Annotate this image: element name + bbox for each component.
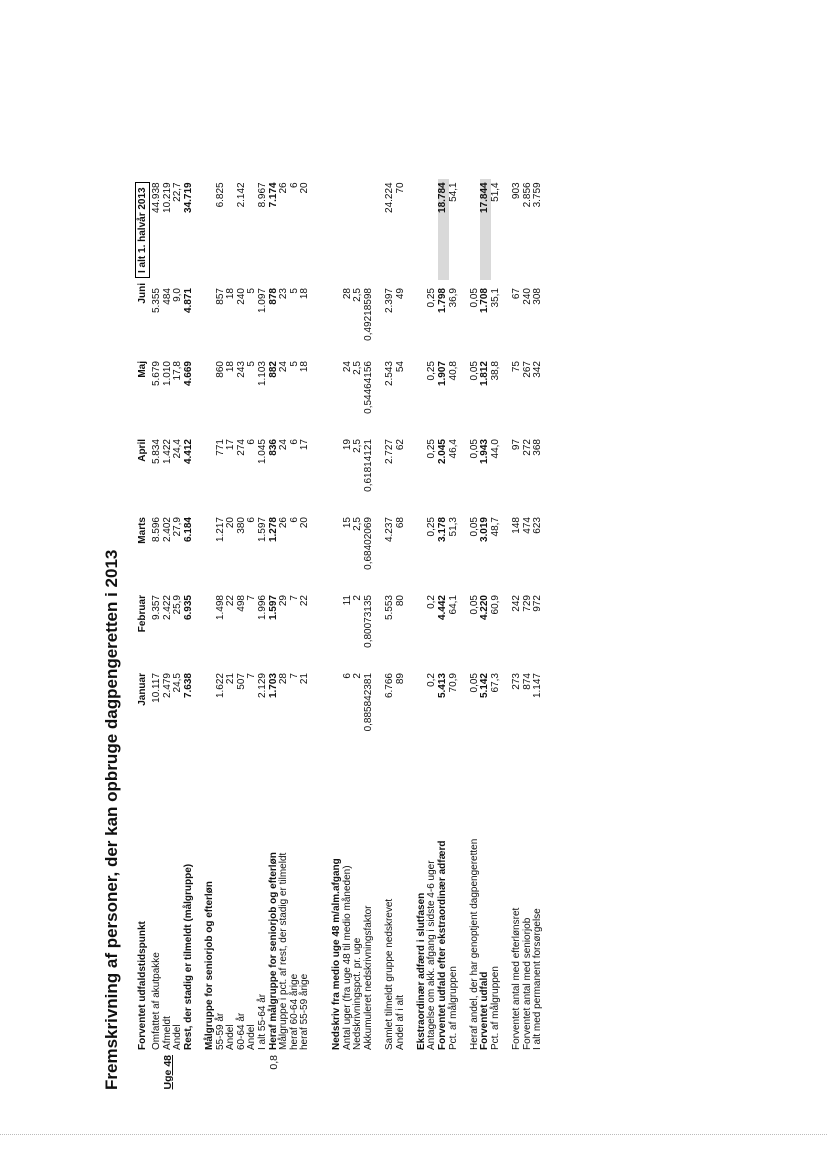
month-value: 1.812 — [479, 361, 491, 387]
month-value: 18 — [225, 361, 237, 373]
row-marker — [523, 1052, 534, 1100]
total-value — [364, 179, 375, 280]
row-label: Nedskriv fra medio uge 48 m/alm.afgang — [331, 858, 343, 1050]
row-marker — [290, 1052, 301, 1100]
month-value: 1.798 — [437, 288, 449, 314]
table-row — [205, 179, 216, 1100]
row-label: Samlet tilmeldt gruppe nedskrevet — [384, 898, 396, 1050]
total-value — [417, 179, 428, 280]
row-label: heraf 60-64 årige — [288, 973, 300, 1050]
month-value: 0,05 — [468, 517, 480, 537]
month-value: 7 — [288, 595, 300, 601]
month-value: 5.413 — [437, 673, 449, 699]
row-label: 60-64 år — [235, 1012, 247, 1050]
row-label: Heraf andel, der har genoptjent dagpengeretten — [468, 838, 480, 1050]
table-row — [258, 179, 269, 1100]
month-value: 0,05 — [468, 361, 480, 381]
month-value: 2.129 — [256, 673, 268, 699]
month-value: 18 — [299, 288, 311, 300]
month-value: 35,1 — [490, 288, 501, 308]
table-row — [480, 179, 491, 1100]
month-value: 23 — [278, 288, 290, 300]
total-value: 2.142 — [235, 182, 247, 208]
month-value: 0,2 — [426, 673, 438, 687]
row-label: Rest, der stadig er tilmeldt (målgruppe) — [182, 863, 194, 1050]
month-value: 474 — [521, 517, 533, 534]
month-value: 368 — [532, 439, 544, 456]
total-value: 51,4 — [490, 182, 501, 202]
row-marker — [491, 1052, 502, 1100]
month-value — [205, 280, 216, 358]
month-value: 3.178 — [437, 517, 449, 543]
table-row — [152, 179, 163, 1100]
month-value: 18 — [225, 288, 237, 300]
month-value: 5 — [288, 288, 300, 294]
month-value: 4.442 — [437, 595, 449, 621]
month-value: 857 — [214, 288, 226, 305]
row-marker — [417, 1052, 428, 1100]
month-value: 19 — [341, 439, 353, 451]
row-marker — [173, 1052, 184, 1100]
month-value: 273 — [511, 673, 523, 690]
total-value: 903 — [511, 182, 523, 200]
month-value: 27,9 — [172, 517, 184, 537]
total-value: 8.967 — [256, 182, 268, 208]
month-value: 0,68402069 — [362, 517, 374, 570]
row-label: Andel — [246, 1024, 258, 1050]
total-value: 6.825 — [214, 182, 226, 208]
month-value: 242 — [511, 595, 523, 612]
month-value: 28 — [341, 288, 353, 300]
month-value: 1.045 — [256, 439, 268, 465]
month-value: 15 — [341, 517, 353, 529]
table-row — [364, 179, 375, 1100]
month-value: 21 — [225, 673, 237, 685]
month-value: 24,5 — [172, 673, 184, 693]
month-value: 22 — [299, 595, 311, 607]
month-value: 2.045 — [437, 439, 449, 465]
month-value: 882 — [267, 361, 279, 378]
month-value: 68 — [394, 517, 406, 529]
total-value: 2.856 — [521, 182, 533, 208]
month-value: 75 — [511, 361, 523, 373]
total-value: 7.174 — [267, 182, 279, 208]
row-label: Antagelse om akk. afgang i sidste 4-6 uger — [426, 860, 438, 1050]
total-value — [332, 179, 343, 280]
total-value: 6 — [288, 182, 300, 188]
table-row — [247, 179, 258, 1100]
month-value: 0,25 — [426, 288, 438, 308]
header-label: Forventet udfaldstidspunkt — [136, 921, 148, 1050]
table-row — [470, 179, 481, 1100]
row-marker — [300, 1052, 311, 1100]
month-value: 308 — [532, 288, 544, 305]
page-title: Fremskrivning af personer, der kan opbruge dagpengeretten i 2013 — [102, 549, 121, 1090]
row-marker-text: 0,8 — [267, 1055, 280, 1070]
table-row — [184, 179, 195, 1100]
row-label: heraf 55-59 årige — [299, 973, 311, 1050]
month-value: 6 — [341, 673, 353, 679]
header-month: Januar — [136, 673, 148, 706]
header-total — [134, 179, 152, 280]
month-value: 1.278 — [267, 517, 279, 543]
row-marker — [385, 1052, 396, 1100]
month-value: 2,5 — [352, 517, 364, 531]
row-marker — [449, 1052, 460, 1100]
month-value: 44,0 — [490, 439, 501, 459]
month-value: 67 — [511, 288, 523, 300]
month-value: 0,49218598 — [362, 288, 374, 341]
total-value: 54,1 — [447, 182, 459, 202]
table-row — [438, 179, 449, 1100]
row-marker — [480, 1052, 491, 1100]
table-row — [163, 179, 174, 1100]
month-value: 972 — [532, 595, 544, 612]
month-value: 274 — [235, 439, 247, 456]
month-value: 17 — [225, 439, 237, 451]
month-value: 20 — [225, 517, 237, 529]
month-value: 36,9 — [447, 288, 459, 308]
month-value: 25,9 — [172, 595, 184, 615]
row-marker — [237, 1052, 248, 1100]
row-label: Andel af i alt — [394, 994, 406, 1050]
row-marker — [470, 1052, 481, 1100]
month-value: 24 — [278, 439, 290, 451]
month-value: 89 — [394, 673, 406, 685]
month-value: 2.402 — [161, 517, 173, 543]
month-value: 49 — [394, 288, 406, 300]
month-value: 0,05 — [468, 288, 480, 308]
month-value: 2.397 — [384, 288, 396, 314]
month-value: 874 — [521, 673, 533, 690]
month-value: 5 — [288, 361, 300, 367]
table-row — [491, 179, 502, 1100]
month-value: 2,5 — [352, 288, 364, 302]
month-value: 46,4 — [447, 439, 459, 459]
month-value: 10.117 — [151, 673, 162, 703]
row-label: Pct. af målgruppen — [490, 966, 501, 1050]
month-value: 28 — [278, 673, 290, 685]
month-value: 7 — [246, 673, 258, 679]
month-value: 878 — [267, 288, 279, 305]
month-value: 498 — [235, 595, 247, 612]
total-value: 34.719 — [182, 182, 194, 213]
month-value: 6 — [246, 439, 258, 445]
month-value: 5.679 — [151, 361, 162, 387]
row-marker — [512, 1052, 523, 1100]
total-value: 70 — [394, 182, 406, 194]
month-value: 243 — [235, 361, 247, 378]
total-value: 24.224 — [384, 182, 396, 213]
total-value: 3.759 — [532, 182, 544, 208]
row-label: I alt 55-64 år — [256, 993, 268, 1050]
table-row — [290, 179, 301, 1100]
month-value: 771 — [214, 439, 226, 456]
row-label: Forventet udfald — [479, 971, 491, 1050]
month-value: 2.422 — [161, 595, 173, 621]
row-label: Heraf målgruppe for seniorjob og efterløn — [267, 852, 279, 1050]
total-value — [353, 179, 364, 280]
month-value: 9.357 — [151, 595, 162, 621]
month-value: 240 — [521, 288, 533, 305]
rotated-sheet — [90, 0, 810, 1110]
month-value: 38,8 — [490, 361, 501, 381]
month-value: 6.184 — [182, 517, 194, 543]
month-value: 484 — [161, 288, 173, 305]
row-marker — [533, 1052, 544, 1100]
month-value: 2,5 — [352, 439, 364, 453]
total-value: 10.219 — [161, 182, 173, 213]
month-value: 5.834 — [151, 439, 162, 465]
month-value: 2 — [352, 595, 364, 601]
month-value: 7.638 — [182, 673, 194, 699]
month-value: 507 — [235, 673, 247, 690]
month-value: 1.103 — [256, 361, 268, 387]
row-label: Andel — [225, 1024, 237, 1050]
month-value: 48,7 — [490, 517, 501, 537]
month-value: 6.766 — [384, 673, 396, 699]
month-value: 70,9 — [447, 673, 459, 693]
row-marker — [353, 1052, 364, 1100]
row-label: 55-59 år — [214, 1012, 226, 1050]
month-value: 1.708 — [479, 288, 491, 314]
row-marker — [279, 1052, 290, 1100]
row-marker — [427, 1052, 438, 1100]
row-label: Antal uger (fra uge 48 til medio måneden) — [341, 865, 353, 1050]
total-value — [343, 179, 354, 280]
month-value: 0,25 — [426, 517, 438, 537]
month-value: 1.010 — [161, 361, 173, 387]
month-value: 5.355 — [151, 288, 162, 314]
month-value: 4.871 — [182, 288, 194, 314]
month-value: 0,2 — [426, 595, 438, 609]
row-label: Akkumuleret nedskrivningsfaktor — [362, 905, 374, 1050]
row-marker — [438, 1052, 449, 1100]
month-value: 2.727 — [384, 439, 396, 465]
month-value: 0,05 — [468, 439, 480, 459]
month-value: 5.553 — [384, 595, 396, 621]
row-label: Ekstraordinær adfærd i slutfasen — [415, 892, 427, 1050]
month-value: 0,25 — [426, 361, 438, 381]
total-value: 20 — [299, 182, 311, 194]
row-label: Omfattet af akutpakke — [151, 952, 162, 1050]
month-value: 1.996 — [256, 595, 268, 621]
row-marker — [226, 1052, 237, 1100]
month-value: 4.412 — [182, 439, 194, 465]
month-value: 9,0 — [172, 288, 184, 302]
month-value: 0,54464156 — [362, 361, 374, 414]
month-value — [205, 592, 216, 670]
month-value: 1.622 — [214, 673, 226, 699]
month-value: 6.935 — [182, 595, 194, 621]
month-value: 17 — [299, 439, 311, 451]
month-value — [332, 670, 343, 752]
table-header-row — [134, 179, 152, 1100]
table-row — [396, 179, 407, 1100]
month-value: 0,25 — [426, 439, 438, 459]
month-value: 7 — [288, 673, 300, 679]
header-month: Maj — [136, 361, 148, 378]
month-value: 2.543 — [384, 361, 396, 387]
month-value: 4.220 — [479, 595, 491, 621]
month-value: 29 — [278, 595, 290, 607]
row-label: Forventet antal med efterlønsret — [511, 907, 523, 1050]
month-value: 272 — [521, 439, 533, 456]
month-value: 1.943 — [479, 439, 491, 465]
month-value: 22 — [225, 595, 237, 607]
month-value: 6 — [246, 517, 258, 523]
row-label: Forventet antal med seniorjob — [521, 917, 533, 1050]
row-label: I alt med permanent forsørgelse — [532, 908, 544, 1050]
month-value: 1.907 — [437, 361, 449, 387]
table-row — [226, 179, 237, 1100]
month-value: 80 — [394, 595, 406, 607]
month-value: 729 — [521, 595, 533, 612]
month-value: 1.097 — [256, 288, 268, 314]
row-marker — [163, 1052, 174, 1100]
month-value: 0,61814121 — [362, 439, 374, 492]
month-value: 3.019 — [479, 517, 491, 543]
month-value: 1.597 — [256, 517, 268, 543]
row-label: Nedskrivningspct. pr. uge — [352, 937, 364, 1050]
row-marker — [343, 1052, 354, 1100]
month-value: 8.596 — [151, 517, 162, 543]
month-value: 2.479 — [161, 673, 173, 699]
month-value: 17,8 — [172, 361, 184, 381]
row-marker — [216, 1052, 227, 1100]
month-value: 2 — [352, 673, 364, 679]
spacer-row — [311, 179, 322, 1100]
month-value: 6 — [288, 439, 300, 445]
row-marker — [247, 1052, 258, 1100]
month-value: 6 — [288, 517, 300, 523]
projection-table — [134, 179, 544, 1100]
total-value: 17.844 — [480, 179, 491, 280]
header-month: April — [136, 439, 148, 462]
row-label: Pct. af målgruppen — [447, 966, 459, 1050]
table-row — [533, 179, 544, 1100]
month-value: 0,885842381 — [362, 673, 374, 732]
month-value: 2,5 — [352, 361, 364, 375]
month-value: 1.147 — [532, 673, 544, 699]
row-label: Forventet udfald efter ekstraordinær adfærd — [437, 840, 449, 1050]
header-month: Februar — [136, 595, 148, 633]
month-value — [205, 514, 216, 592]
row-marker — [205, 1052, 216, 1100]
month-value: 0,80073135 — [362, 595, 374, 648]
month-value: 1.422 — [161, 439, 173, 465]
month-value: 26 — [278, 517, 290, 529]
month-value: 20 — [299, 517, 311, 529]
month-value: 1.703 — [267, 673, 279, 699]
row-label: Målgruppe i pct. af rest, der stadig er tilmeldt — [278, 852, 290, 1050]
month-value: 97 — [511, 439, 523, 451]
total-value: 44.938 — [151, 182, 162, 213]
month-value: 18 — [299, 361, 311, 373]
month-value: 11 — [341, 595, 353, 606]
month-value: 0,05 — [468, 673, 480, 693]
month-value: 240 — [235, 288, 247, 305]
month-value: 54 — [394, 361, 406, 373]
row-marker — [396, 1052, 407, 1100]
month-value: 380 — [235, 517, 247, 534]
month-value: 24,4 — [172, 439, 184, 459]
month-value — [205, 670, 216, 752]
table-row — [216, 179, 227, 1100]
row-label: Målgruppe for seniorjob og efterløn — [203, 881, 215, 1050]
table-row — [237, 179, 248, 1100]
month-value: 21 — [299, 673, 311, 685]
page-bottom-rule — [0, 1134, 827, 1135]
row-marker — [184, 1052, 195, 1100]
header-month: Marts — [136, 517, 148, 544]
month-value: 267 — [521, 361, 533, 378]
total-value: 22,7 — [172, 182, 184, 202]
month-value: 62 — [394, 439, 406, 451]
month-value: 342 — [532, 361, 544, 378]
month-value: 24 — [341, 361, 353, 373]
table-row — [300, 179, 311, 1100]
month-value: 4.237 — [384, 517, 396, 543]
month-value: 60,9 — [490, 595, 501, 615]
month-value: 1.217 — [214, 517, 226, 543]
header-month: Juni — [136, 283, 148, 304]
header-total-label: I alt 1. halvår 2013 — [135, 182, 150, 278]
row-marker — [364, 1052, 375, 1100]
month-value: 5 — [246, 361, 258, 367]
row-marker — [269, 1052, 280, 1100]
month-value: 1.498 — [214, 595, 226, 621]
row-label: Andel — [172, 1024, 184, 1050]
month-value: 623 — [532, 517, 544, 534]
table-row — [449, 179, 460, 1100]
row-label: Afmeldt — [161, 1016, 173, 1050]
month-value: 0,05 — [468, 595, 480, 615]
month-value — [205, 358, 216, 436]
row-marker — [332, 1052, 343, 1100]
total-value: 26 — [278, 182, 290, 194]
month-value: 1.597 — [267, 595, 279, 621]
month-value: 836 — [267, 439, 279, 456]
month-value: 860 — [214, 361, 226, 378]
month-value: 148 — [511, 517, 523, 534]
month-value: 64,1 — [447, 595, 459, 615]
month-value — [205, 436, 216, 514]
month-value: 5.142 — [479, 673, 491, 699]
total-value: 18.784 — [438, 179, 449, 280]
month-value: 7 — [246, 595, 258, 601]
total-value — [205, 179, 216, 280]
month-value: 40,8 — [447, 361, 459, 381]
row-marker-text: Uge 48 — [161, 1055, 174, 1090]
table-row — [279, 179, 290, 1100]
month-value: 67,3 — [490, 673, 501, 693]
table-row — [385, 179, 396, 1100]
month-value: 24 — [278, 361, 290, 373]
month-value: 5 — [246, 288, 258, 294]
month-value: 4.669 — [182, 361, 194, 387]
month-value: 51,3 — [447, 517, 459, 537]
